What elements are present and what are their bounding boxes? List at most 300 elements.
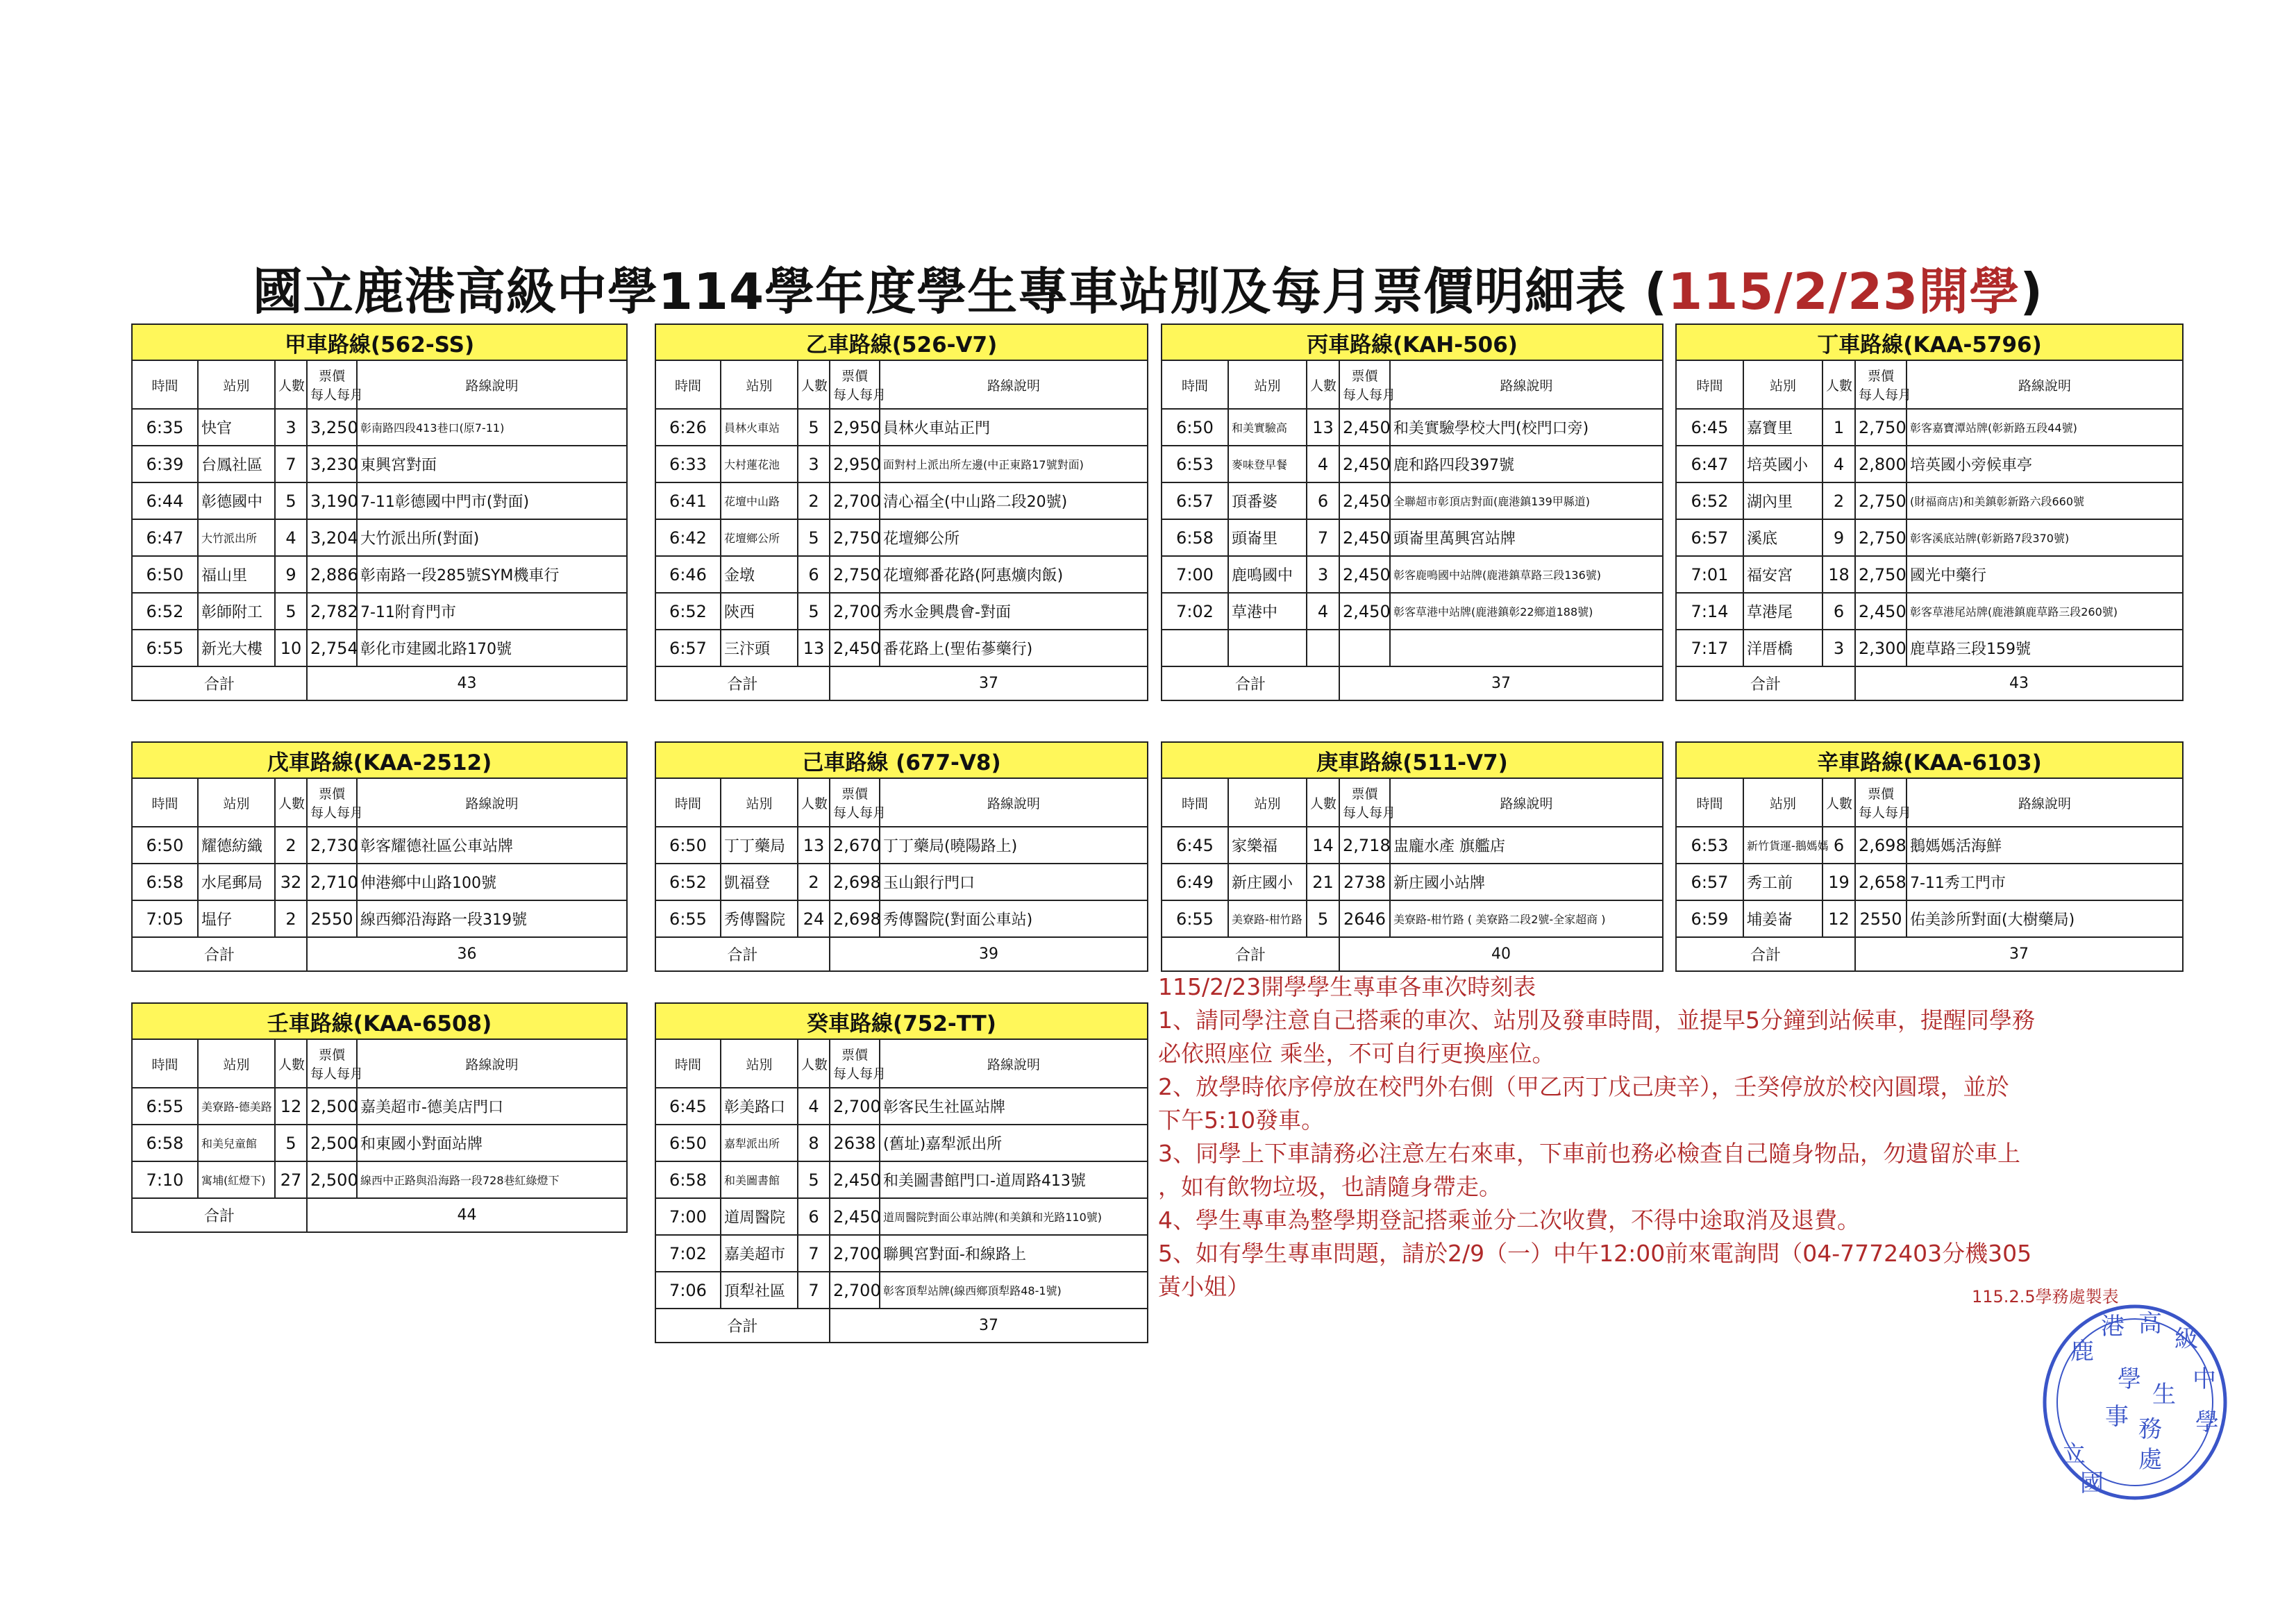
cell-time: 6:53 (1676, 827, 1743, 864)
col-count: 人數 (275, 1039, 307, 1088)
col-desc: 路線說明 (880, 360, 1148, 409)
total-value: 37 (830, 666, 1148, 700)
note-line: 3、同學上下車請務必注意左右來車，下車前也務必檢查自己隨身物品，勿遺留於車上 (1158, 1140, 2020, 1167)
table-row (132, 593, 627, 630)
cell-desc: 和東國小對面站牌 (357, 1125, 627, 1161)
cell-time: 6:45 (1676, 409, 1743, 446)
cell-station: 大竹派出所 (198, 519, 275, 556)
cell-count: 5 (798, 409, 830, 446)
cell-station: 頂犁社區 (721, 1272, 798, 1309)
total-label: 合計 (655, 1309, 830, 1343)
total-label: 合計 (1676, 666, 1855, 700)
cell-time: 6:58 (132, 864, 198, 900)
route-table (1161, 323, 1664, 701)
cell-station: 台鳳社區 (198, 446, 275, 482)
col-count: 人數 (275, 778, 307, 827)
col-time: 時間 (1162, 778, 1228, 827)
cell-count: 7 (275, 446, 307, 482)
cell-desc: 員林火車站正門 (880, 409, 1148, 446)
cell-price: 2,750 (830, 556, 880, 593)
cell-station: 道周醫院 (721, 1198, 798, 1235)
cell-station: 頂番婆 (1228, 482, 1307, 519)
cell-time: 6:45 (1162, 827, 1228, 864)
cell-desc: 玉山銀行門口 (880, 864, 1148, 900)
col-price: 票價 每人每月 (1855, 360, 1907, 409)
cell-time: 6:50 (655, 827, 721, 864)
col-count: 人數 (275, 360, 307, 409)
cell-price: 2550 (1855, 900, 1907, 937)
cell-price: 2,700 (830, 1088, 880, 1125)
table-row (132, 900, 627, 937)
cell-desc: 彰客嘉寶潭站牌(彰新路五段44號) (1907, 409, 2183, 446)
col-count: 人數 (1822, 360, 1855, 409)
cell-count: 5 (1307, 900, 1339, 937)
cell-count: 18 (1822, 556, 1855, 593)
table-row (132, 1088, 627, 1125)
cell-count: 13 (1307, 409, 1339, 446)
svg-text:級: 級 (2175, 1325, 2198, 1353)
svg-text:學: 學 (2118, 1365, 2141, 1393)
cell-count: 6 (1822, 593, 1855, 630)
route-table (131, 1002, 628, 1233)
table-row (655, 827, 1148, 864)
table-row (655, 519, 1148, 556)
cell-time: 6:58 (1162, 519, 1228, 556)
table-row (1162, 900, 1663, 937)
svg-text:港: 港 (2101, 1313, 2125, 1340)
table-row (1162, 519, 1663, 556)
cell-price: 2,750 (1855, 556, 1907, 593)
cell-desc: 鹿草路三段159號 (1907, 630, 2183, 666)
cell-count: 6 (798, 556, 830, 593)
cell-count: 5 (275, 1125, 307, 1161)
cell-station: 和美兒童館 (198, 1125, 275, 1161)
col-time: 時間 (132, 778, 198, 827)
cell-price: 2,730 (307, 827, 357, 864)
svg-text:國: 國 (2080, 1470, 2104, 1497)
note-line: 4、學生專車為整學期登記搭乘並分二次收費，不得中途取消及退費。 (1158, 1206, 1860, 1234)
cell-station: 嘉寶里 (1743, 409, 1822, 446)
table-row (1162, 409, 1663, 446)
table-row (655, 900, 1148, 937)
col-count: 人數 (1822, 778, 1855, 827)
cell-count: 9 (1822, 519, 1855, 556)
cell-desc: 7-11附育門市 (357, 593, 627, 630)
cell-desc: 丁丁藥局(曉陽路上) (880, 827, 1148, 864)
cell-price: 2,718 (1339, 827, 1390, 864)
cell-price: 2,754 (307, 630, 357, 666)
col-count: 人數 (1307, 360, 1339, 409)
cell-price: 2,950 (830, 409, 880, 446)
cell-price: 2,670 (830, 827, 880, 864)
table-row (655, 446, 1148, 482)
cell-count: 13 (798, 827, 830, 864)
total-label: 合計 (655, 937, 830, 971)
table-row (1676, 446, 2183, 482)
cell-price: 2,700 (830, 482, 880, 519)
col-desc: 路線說明 (1907, 778, 2183, 827)
svg-text:鹿: 鹿 (2070, 1338, 2094, 1365)
cell-price: 2,450 (1339, 482, 1390, 519)
cell-desc: 培英國小旁候車亭 (1907, 446, 2183, 482)
cell-count: 4 (275, 519, 307, 556)
cell-time: 6:53 (1162, 446, 1228, 482)
cell-desc: 彰客頂犁站牌(線西鄉頂犁路48-1號) (880, 1272, 1148, 1309)
route-name: 丁車路線(KAA-5796) (1676, 324, 2183, 360)
col-count: 人數 (798, 1039, 830, 1088)
cell-station: 花壇中山路 (721, 482, 798, 519)
cell-count: 12 (275, 1088, 307, 1125)
cell-count: 3 (798, 446, 830, 482)
table-row (655, 1235, 1148, 1272)
table-row (1676, 556, 2183, 593)
route-name: 癸車路線(752-TT) (655, 1003, 1148, 1039)
cell-desc: 和美圖書館門口-道周路413號 (880, 1161, 1148, 1198)
table-row (655, 1272, 1148, 1309)
table-row (132, 630, 627, 666)
svg-text:處: 處 (2138, 1446, 2162, 1474)
cell-desc: 伸港鄉中山路100號 (357, 864, 627, 900)
cell-count: 2 (1822, 482, 1855, 519)
route-table (1675, 323, 2184, 701)
cell-desc: (財福商店)和美鎮彰新路六段660號 (1907, 482, 2183, 519)
cell-price: 2,800 (1855, 446, 1907, 482)
table-row (655, 1161, 1148, 1198)
cell-time: 6:46 (655, 556, 721, 593)
table-row (1162, 556, 1663, 593)
cell-time: 6:55 (132, 630, 198, 666)
cell-desc: 新庄國小站牌 (1390, 864, 1663, 900)
col-time: 時間 (1676, 360, 1743, 409)
table-row (1676, 900, 2183, 937)
route-name: 丙車路線(KAH-506) (1162, 324, 1663, 360)
table-row (132, 864, 627, 900)
cell-time: 6:50 (1162, 409, 1228, 446)
cell-desc: 花壇鄉公所 (880, 519, 1148, 556)
cell-station: 美寮路-柑竹路 (1228, 900, 1307, 937)
cell-station: 新竹貨運-鵝媽媽 (1743, 827, 1822, 864)
svg-text:學: 學 (2195, 1408, 2219, 1436)
cell-count: 8 (798, 1125, 830, 1161)
total-value: 37 (830, 1309, 1148, 1343)
cell-time: 6:58 (655, 1161, 721, 1198)
svg-text:高: 高 (2138, 1310, 2162, 1338)
table-row (655, 409, 1148, 446)
cell-count: 7 (1307, 519, 1339, 556)
cell-count: 4 (1307, 446, 1339, 482)
cell-count: 5 (275, 482, 307, 519)
cell-count: 5 (275, 593, 307, 630)
svg-text:務: 務 (2138, 1415, 2162, 1443)
cell-station: 洋厝橋 (1743, 630, 1822, 666)
total-label: 合計 (1162, 666, 1339, 700)
cell-price: 2,750 (1855, 519, 1907, 556)
table-row (132, 519, 627, 556)
cell-station: 寓埔(紅燈下) (198, 1161, 275, 1198)
cell-station: 秀傳醫院 (721, 900, 798, 937)
col-price: 票價 每人每月 (830, 1039, 880, 1088)
cell-desc: 彰客草港中站牌(鹿港鎮彰22鄉道188號) (1390, 593, 1663, 630)
col-price: 票價 每人每月 (830, 360, 880, 409)
total-row (655, 937, 1148, 971)
cell-desc: 彰客耀德社區公車站牌 (357, 827, 627, 864)
cell-desc: 秀水金興農會-對面 (880, 593, 1148, 630)
cell-station: 和美實驗高 (1228, 409, 1307, 446)
col-price: 票價 每人每月 (1339, 778, 1390, 827)
total-label: 合計 (132, 937, 307, 971)
cell-price: 2,450 (830, 1198, 880, 1235)
cell-desc: 嘉美超市-德美店門口 (357, 1088, 627, 1125)
route-table (1675, 741, 2184, 972)
table-row (132, 482, 627, 519)
table-row (132, 409, 627, 446)
cell-time: 6:59 (1676, 900, 1743, 937)
route-table (1161, 741, 1664, 972)
cell-time: 6:33 (655, 446, 721, 482)
table-row (1162, 482, 1663, 519)
cell-station: 新庄國小 (1228, 864, 1307, 900)
total-value: 44 (307, 1198, 627, 1232)
col-station: 站別 (198, 360, 275, 409)
notes-block (1158, 970, 2255, 1304)
cell-count: 10 (275, 630, 307, 666)
cell-desc: 頭崙里萬興宮站牌 (1390, 519, 1663, 556)
cell-count: 4 (798, 1088, 830, 1125)
cell-price: 2,450 (830, 1161, 880, 1198)
maker-label: 115.2.5學務處製表 (1972, 1287, 2119, 1306)
table-row (1676, 519, 2183, 556)
route-name: 戊車路線(KAA-2512) (132, 742, 627, 778)
cell-price: 2646 (1339, 900, 1390, 937)
col-time: 時間 (655, 778, 721, 827)
cell-desc: 彰客溪底站牌(彰新路7段370號) (1907, 519, 2183, 556)
cell-station (1228, 630, 1307, 666)
col-desc: 路線說明 (357, 778, 627, 827)
cell-station: 彰美路口 (721, 1088, 798, 1125)
table-row (1162, 593, 1663, 630)
cell-price: 2,500 (307, 1088, 357, 1125)
cell-count: 6 (1822, 827, 1855, 864)
col-price: 票價 每人每月 (1339, 360, 1390, 409)
cell-station: 家樂福 (1228, 827, 1307, 864)
note-line: 2、放學時依序停放在校門外右側（甲乙丙丁戊己庚辛），壬癸停放於校內圓環，並於 (1158, 1073, 2009, 1100)
cell-time: 6:45 (655, 1088, 721, 1125)
cell-count: 6 (1307, 482, 1339, 519)
cell-price: 2,450 (1339, 556, 1390, 593)
cell-station: 頭崙里 (1228, 519, 1307, 556)
cell-count: 21 (1307, 864, 1339, 900)
cell-price: 2,750 (1855, 482, 1907, 519)
cell-time: 6:52 (132, 593, 198, 630)
cell-desc: 盅龐水產 旗艦店 (1390, 827, 1663, 864)
cell-station: 彰師附工 (198, 593, 275, 630)
cell-station: 福安宮 (1743, 556, 1822, 593)
cell-station: 新光大樓 (198, 630, 275, 666)
cell-time: 6:50 (655, 1125, 721, 1161)
cell-station: 大村蓮花池 (721, 446, 798, 482)
cell-desc: 鵝媽媽活海鮮 (1907, 827, 2183, 864)
cell-price: 2738 (1339, 864, 1390, 900)
cell-price: 2,782 (307, 593, 357, 630)
cell-station: 溪底 (1743, 519, 1822, 556)
route-name: 庚車路線(511-V7) (1162, 742, 1663, 778)
route-name: 甲車路線(562-SS) (132, 324, 627, 360)
cell-desc (1390, 630, 1663, 666)
total-value: 43 (1855, 666, 2183, 700)
cell-price: 3,250 (307, 409, 357, 446)
table-row (132, 1161, 627, 1198)
cell-desc: 彰化市建國北路170號 (357, 630, 627, 666)
cell-desc: 全聯超市彰頂店對面(鹿港鎮139甲縣道) (1390, 482, 1663, 519)
total-value: 37 (1855, 937, 2183, 971)
cell-desc: 彰客民生社區站牌 (880, 1088, 1148, 1125)
cell-desc: 7-11秀工門市 (1907, 864, 2183, 900)
cell-time: 7:06 (655, 1272, 721, 1309)
cell-count: 2 (798, 864, 830, 900)
col-price: 票價 每人每月 (307, 1039, 357, 1088)
cell-count: 4 (1307, 593, 1339, 630)
total-value: 36 (307, 937, 627, 971)
cell-price: 2,700 (830, 1272, 880, 1309)
seal-stamp-icon (2034, 1298, 2236, 1506)
cell-desc: 大竹派出所(對面) (357, 519, 627, 556)
total-label: 合計 (655, 666, 830, 700)
col-station: 站別 (721, 778, 798, 827)
col-price: 票價 每人每月 (307, 778, 357, 827)
cell-desc: 美寮路-柑竹路 ( 美寮路二段2號-全家超商 ) (1390, 900, 1663, 937)
cell-count: 1 (1822, 409, 1855, 446)
col-station: 站別 (1743, 360, 1822, 409)
cell-time: 6:57 (1676, 519, 1743, 556)
cell-desc: 清心福全(中山路二段20號) (880, 482, 1148, 519)
cell-desc: 東興宮對面 (357, 446, 627, 482)
table-row (655, 593, 1148, 630)
cell-price: 2,500 (307, 1161, 357, 1198)
svg-text:生: 生 (2152, 1381, 2176, 1408)
cell-desc: 7-11彰德國中門市(對面) (357, 482, 627, 519)
cell-time: 6:57 (655, 630, 721, 666)
total-row (1676, 666, 2183, 700)
col-desc: 路線說明 (880, 1039, 1148, 1088)
cell-time: 6:50 (132, 556, 198, 593)
total-row (132, 1198, 627, 1232)
cell-count: 4 (1822, 446, 1855, 482)
cell-desc: 佑美診所對面(大樹藥局) (1907, 900, 2183, 937)
cell-time: 6:57 (1676, 864, 1743, 900)
svg-text:立: 立 (2062, 1440, 2086, 1468)
col-time: 時間 (1162, 360, 1228, 409)
col-desc: 路線說明 (357, 1039, 627, 1088)
table-row (1676, 630, 2183, 666)
col-price: 票價 每人每月 (307, 360, 357, 409)
cell-count: 19 (1822, 864, 1855, 900)
total-value: 40 (1339, 937, 1663, 971)
cell-count: 24 (798, 900, 830, 937)
table-row (1162, 630, 1663, 666)
table-row (1676, 827, 2183, 864)
cell-time: 7:05 (132, 900, 198, 937)
cell-price: 2,950 (830, 446, 880, 482)
cell-price: 2,710 (307, 864, 357, 900)
cell-count: 2 (275, 827, 307, 864)
cell-station: 陝西 (721, 593, 798, 630)
total-row (655, 666, 1148, 700)
cell-time: 7:10 (132, 1161, 198, 1198)
cell-station: 三汴頭 (721, 630, 798, 666)
note-line: 黃小姐） (1158, 1273, 1250, 1300)
table-row (1676, 409, 2183, 446)
cell-time: 6:41 (655, 482, 721, 519)
table-row (1676, 864, 2183, 900)
cell-station: 凱福登 (721, 864, 798, 900)
col-time: 時間 (655, 360, 721, 409)
total-value: 43 (307, 666, 627, 700)
cell-time: 6:39 (132, 446, 198, 482)
svg-text:事: 事 (2105, 1403, 2129, 1431)
cell-station: 彰德國中 (198, 482, 275, 519)
col-station: 站別 (198, 1039, 275, 1088)
col-station: 站別 (1228, 360, 1307, 409)
cell-station: 員林火車站 (721, 409, 798, 446)
cell-count: 3 (1822, 630, 1855, 666)
cell-price: 2,700 (830, 1235, 880, 1272)
cell-price: 2,658 (1855, 864, 1907, 900)
table-row (655, 1125, 1148, 1161)
note-line: ，如有飲物垃圾，也請隨身帶走。 (1158, 1173, 1502, 1200)
cell-count: 14 (1307, 827, 1339, 864)
table-row (132, 1125, 627, 1161)
col-desc: 路線說明 (1390, 778, 1663, 827)
cell-time (1162, 630, 1228, 666)
table-row (132, 446, 627, 482)
cell-desc: 道周醫院對面公車站牌(和美鎮和光路110號) (880, 1198, 1148, 1235)
cell-station: 嘉美超市 (721, 1235, 798, 1272)
total-label: 合計 (132, 1198, 307, 1232)
cell-price: 2,450 (1339, 519, 1390, 556)
cell-time: 7:00 (655, 1198, 721, 1235)
cell-desc: 線西中正路與沿海路一段728巷紅綠燈下 (357, 1161, 627, 1198)
cell-price: 2550 (307, 900, 357, 937)
cell-price: 2638 (830, 1125, 880, 1161)
route-name: 辛車路線(KAA-6103) (1676, 742, 2183, 778)
table-row (1162, 827, 1663, 864)
cell-desc: 彰客鹿鳴國中站牌(鹿港鎮草路三段136號) (1390, 556, 1663, 593)
route-name: 壬車路線(KAA-6508) (132, 1003, 627, 1039)
cell-count: 5 (798, 519, 830, 556)
cell-time: 7:02 (655, 1235, 721, 1272)
cell-time: 6:42 (655, 519, 721, 556)
cell-time: 6:47 (132, 519, 198, 556)
cell-count: 7 (798, 1235, 830, 1272)
total-label: 合計 (1162, 937, 1339, 971)
cell-desc: 彰南路一段285號SYM機車行 (357, 556, 627, 593)
cell-station: 草港中 (1228, 593, 1307, 630)
cell-price: 2,450 (1855, 593, 1907, 630)
cell-station: 耀德紡織 (198, 827, 275, 864)
cell-desc: 和美實驗學校大門(校門口旁) (1390, 409, 1663, 446)
cell-price: 2,300 (1855, 630, 1907, 666)
cell-price: 2,886 (307, 556, 357, 593)
cell-desc: 鹿和路四段397號 (1390, 446, 1663, 482)
cell-time: 7:02 (1162, 593, 1228, 630)
svg-text:中: 中 (2193, 1365, 2216, 1393)
table-row (655, 482, 1148, 519)
table-row (655, 1088, 1148, 1125)
table-row (655, 864, 1148, 900)
cell-desc: 秀傳醫院(對面公車站) (880, 900, 1148, 937)
cell-price: 2,450 (1339, 446, 1390, 482)
cell-count: 2 (275, 900, 307, 937)
